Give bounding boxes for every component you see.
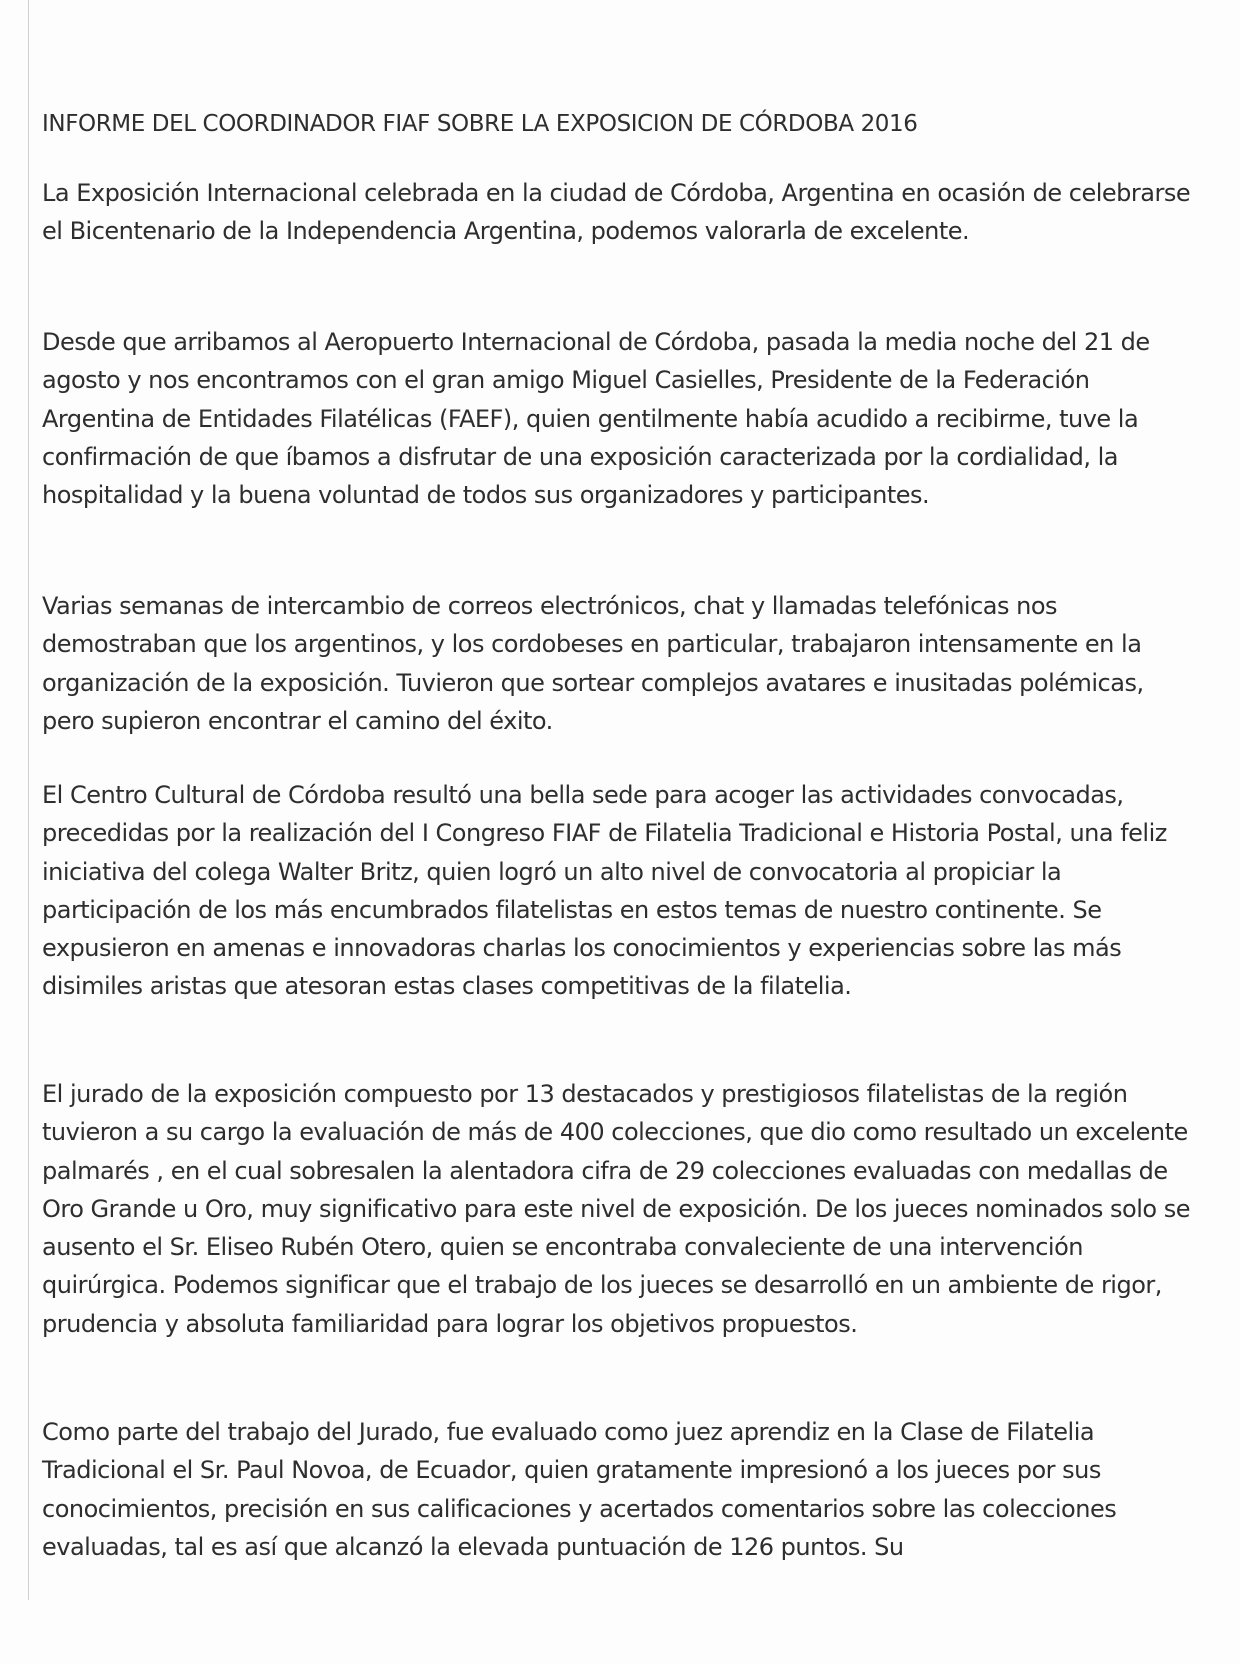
paragraph-apprentice-judge: Como parte del trabajo del Jurado, fue evaluado como juez aprendiz en la Clase de Filatelia Tradicional el Sr. Paul Novoa, de Ecuador, quien gratamente impresionó a los jueces por sus conocimientos, precisión en sus calificaciones y acertados comentarios sobre las colecciones evaluadas, tal es así que alcanzó la elevada puntuación de 126 puntos. Su [42,1418,1117,1561]
paragraph-arrival: Desde que arribamos al Aeropuerto Internacional de Córdoba, pasada la media noche del 21 de agosto y nos encontramos con el gran amigo Miguel Casielles, Presidente de la Federación Argentina de Entidades Filatélicas (FAEF), quien gentilmente había acudido a recibirme, tuve la confirmación de que íbamos a disfrutar de una exposición caracterizada por la cordialidad, la hospitalidad y la buena voluntad de todos sus organizadores y participantes. [42,328,1150,510]
paragraph-jury: El jurado de la exposición compuesto por 13 destacados y prestigiosos filatelistas de la región tuvieron a su cargo la evaluación de más de 400 colecciones, que dio como resultado un excelente palmarés , en el cual sobresalen la alentadora cifra de 29 colecciones evaluadas con medallas de Oro Grande u Oro, muy significativo para este nivel de exposición. De los jueces nominados solo se ausento el Sr. Eliseo Rubén Otero, quien se encontraba convaleciente de una intervención quirúrgica. Podemos significar que el trabajo de los jueces se desarrolló en un ambiente de rigor, prudencia y absoluta familiaridad para lograr los objetivos propuestos. [42,1080,1190,1338]
left-margin-line [28,0,29,1600]
paragraph-preparation: Varias semanas de intercambio de correos electrónicos, chat y llamadas telefónicas nos demostraban que los argentinos, y los cordobeses en particular, trabajaron intensamente en la organización de la exposición. Tuvieron que sortear complejos avatares e inusitadas polémicas, pero supieron encontrar el camino del éxito. [42,592,1144,735]
paragraph-venue-congress: El Centro Cultural de Córdoba resultó una bella sede para acoger las actividades convocadas, precedidas por la realización del I Congreso FIAF de Filatelia Tradicional e Historia Postal, una feliz iniciativa del colega Walter Britz, quien logró un alto nivel de convocatoria al propiciar la participación de los más encumbrados filatelistas en estos temas de nuestro continente. Se expusieron en amenas e innovadoras charlas los conocimientos y experiencias sobre las más disimiles aristas que atesoran estas clases competitivas de la filatelia. [42,781,1167,1001]
paragraph-intro: La Exposición Internacional celebrada en la ciudad de Córdoba, Argentina en ocasión de celebrarse el Bicentenario de la Independencia Argentina, podemos valorarla de excelente. [42,179,1191,246]
document-title: INFORME DEL COORDINADOR FIAF SOBRE LA EXPOSICION DE CÓRDOBA 2016 [42,111,918,137]
